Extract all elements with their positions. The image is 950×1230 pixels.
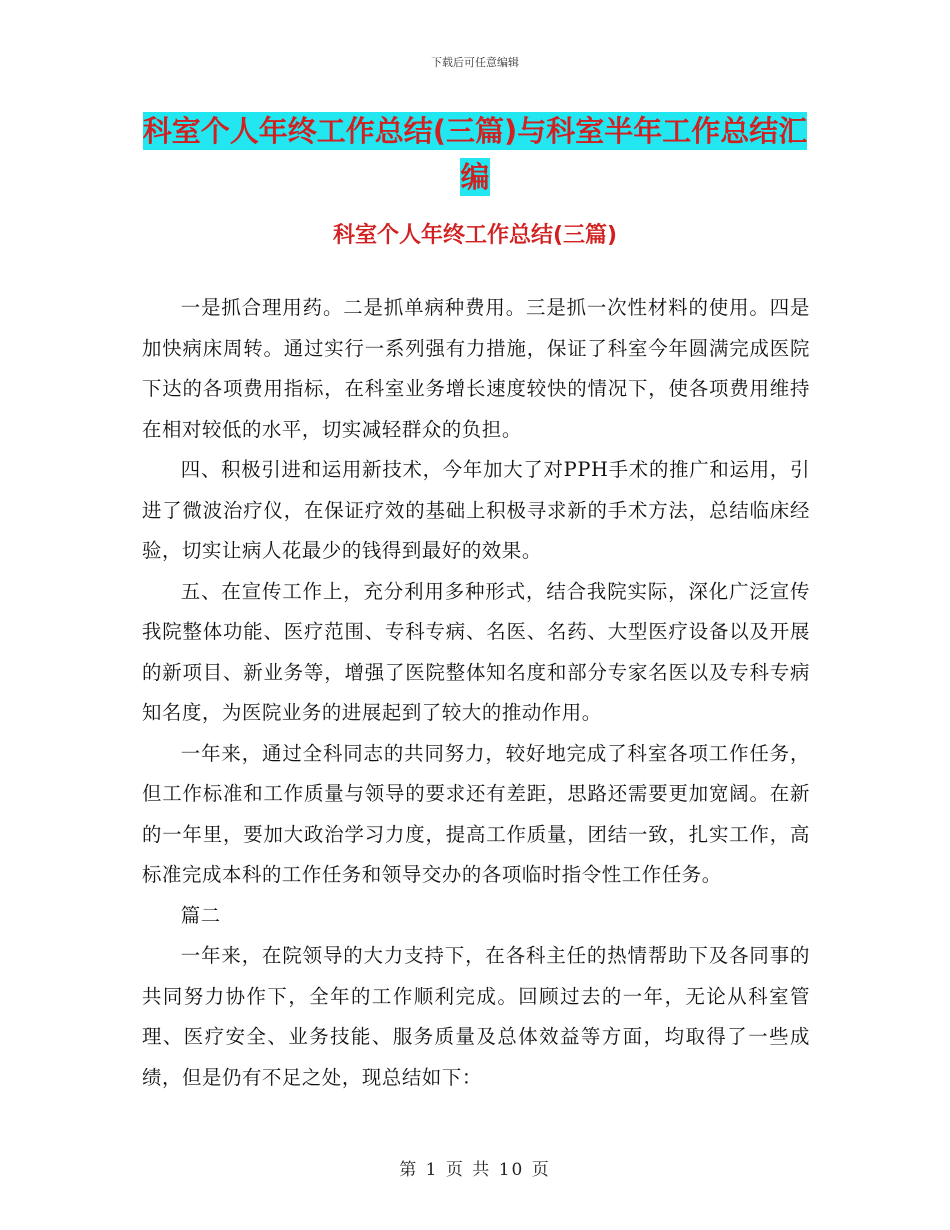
paragraph: 一年来，通过全科同志的共同努力，较好地完成了科室各项工作任务，但工作标准和工作质量与领导的要求还有差距，思路还需要更加宽阔。在新的一年里，要加大政治学习力度，提高工作质量，团结一致，扎实工作，高标准完成本科的工作任务和领导交办的各项临时指令性工作任务。 (142, 741, 810, 886)
document-title (140, 108, 810, 200)
paragraph: 一年来，在院领导的大力支持下，在各科主任的热情帮助下及各同事的共同努力协作下，全年的工作顺利完成。回顾过去的一年，无论从科室管理、医疗安全、业务技能、服务质量及总体效益等方面，均取得了一些成绩，但是仍有不足之处，现总结如下： (142, 944, 810, 1089)
paragraph: 一是抓合理用药。二是抓单病种费用。三是抓一次性材料的使用。四是加快病床周转。通过实行一系列强有力措施，保证了科室今年圆满完成医院下达的各项费用指标，在科室业务增长速度较快的情况下，使各项费用维持在相对较低的水平，切实减轻群众的负担。 (142, 296, 810, 441)
section-heading-part-two: 篇二 (180, 903, 221, 927)
paragraph: 四、积极引进和运用新技术，今年加大了对PPH手术的推广和运用，引进了微波治疗仪，在保证疗效的基础上积极寻求新的手术方法，总结临床经验，切实让病人花最少的钱得到最好的效果。 (142, 458, 810, 562)
paragraph: 五、在宣传工作上，充分利用多种形式，结合我院实际，深化广泛宣传我院整体功能、医疗范围、专科专病、名医、名药、大型医疗设备以及开展的新项目、新业务等，增强了医院整体知名度和部分专家名医以及专科专病知名度，为医院业务的进展起到了较大的推动作用。 (142, 579, 810, 724)
page-number: 第 1 页 共 10 页 (399, 1160, 551, 1180)
document-title-text: 科室个人年终工作总结(三篇)与科室半年工作总结汇编 (142, 114, 808, 194)
section-title: 科室个人年终工作总结(三篇) (332, 223, 618, 248)
page-header-note: 下载后可任意编辑 (431, 56, 519, 69)
document-body (142, 288, 810, 1098)
